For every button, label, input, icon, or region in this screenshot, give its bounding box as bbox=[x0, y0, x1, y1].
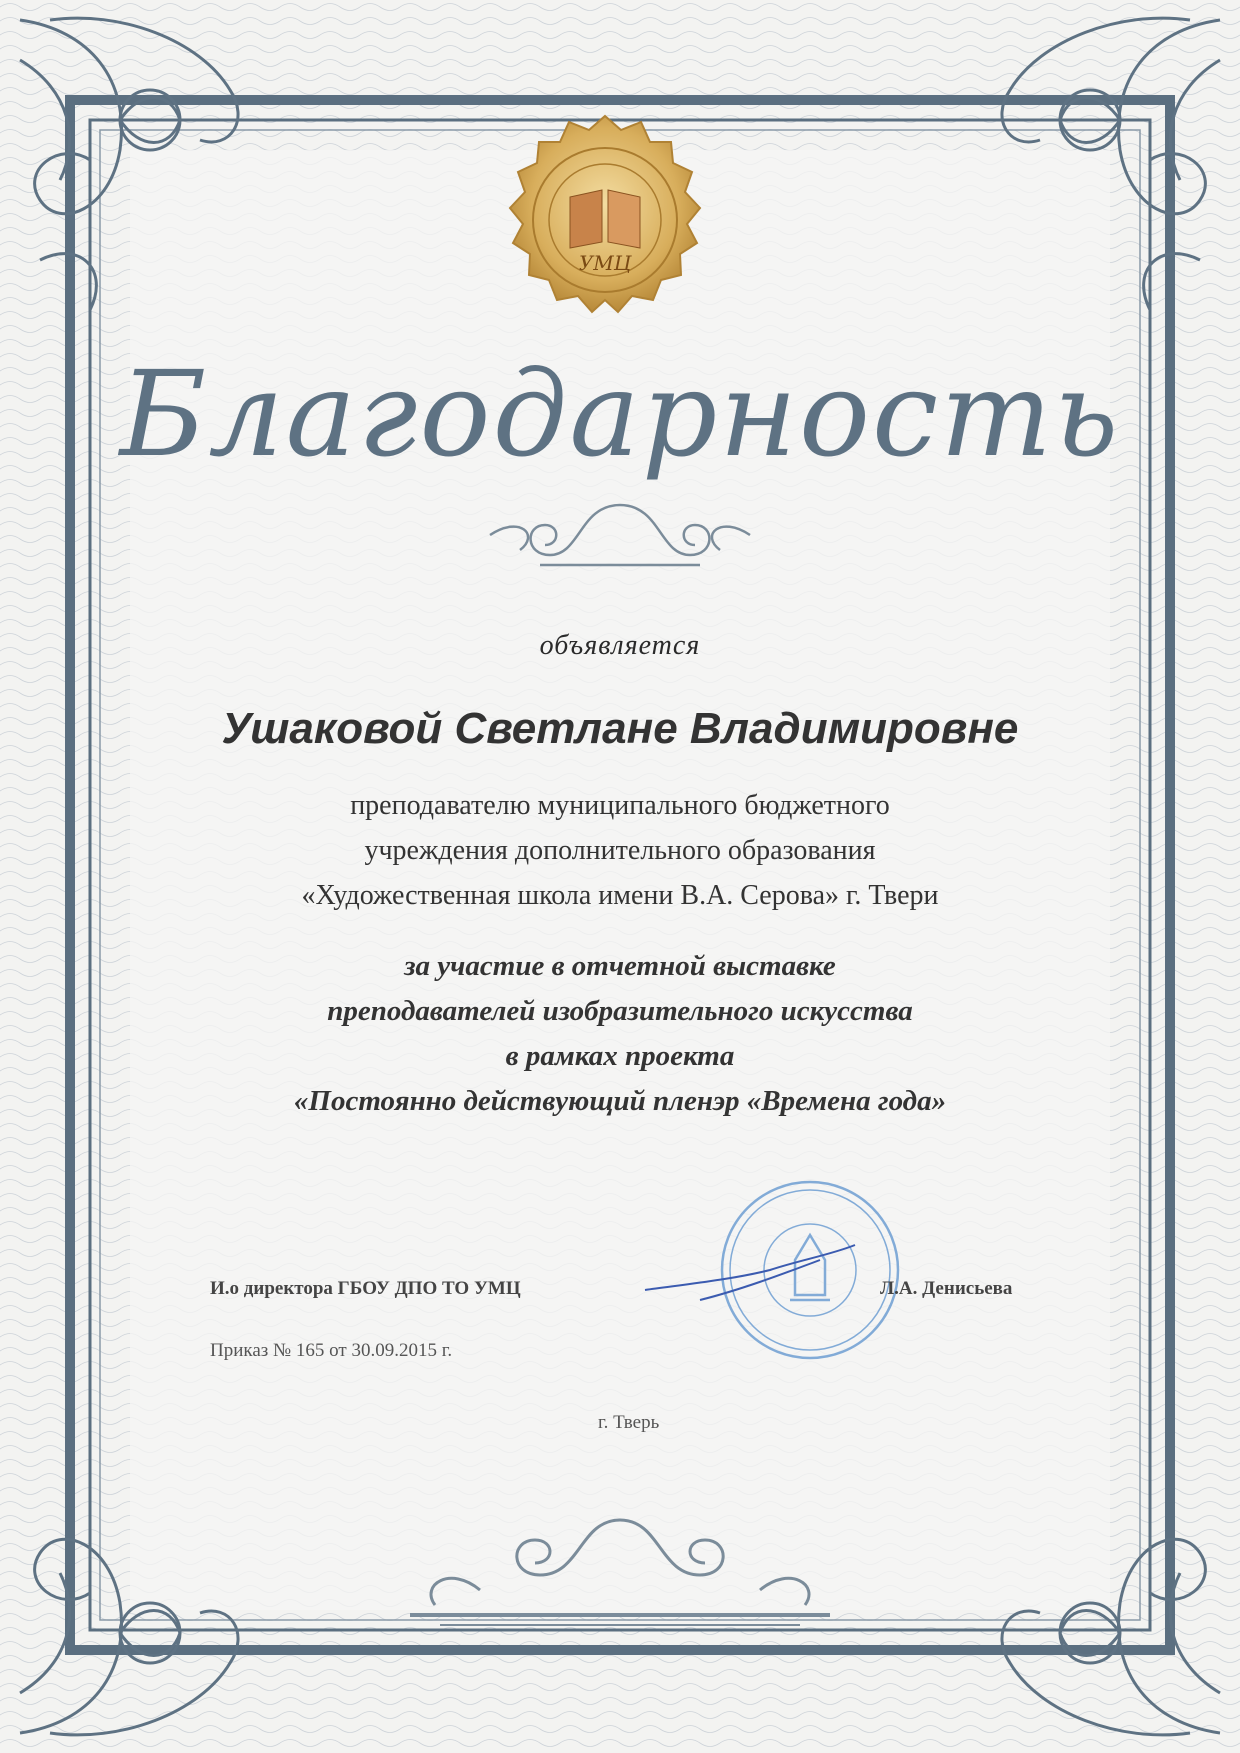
bottom-ornament bbox=[380, 1505, 860, 1635]
handwritten-signature bbox=[640, 1230, 880, 1320]
title-flourish-ornament bbox=[430, 495, 810, 585]
recipient-name: Ушаковой Светлане Владимировне bbox=[221, 704, 1019, 753]
ornament-corner-bottom-left bbox=[0, 1413, 300, 1753]
ornament-corner-top-left bbox=[0, 0, 300, 340]
ornament-corner-top-right bbox=[940, 0, 1240, 340]
gold-seal-logo bbox=[490, 112, 720, 342]
position-line-3: «Художественная школа имени В.А. Серова» г. Твери bbox=[301, 880, 939, 911]
reason-line-4: «Постоянно действующий пленэр «Времена года» bbox=[293, 1085, 947, 1117]
certificate-title: Благодарность bbox=[119, 345, 1121, 483]
signatory-role: И.о директора ГБОУ ДПО ТО УМЦ bbox=[210, 1278, 521, 1299]
position-line-1: преподавателю муниципального бюджетного bbox=[350, 790, 890, 821]
declared-text: объявляется bbox=[539, 630, 701, 661]
reason-line-1: за участие в отчетной выставке bbox=[404, 950, 836, 982]
seal-emblem-text: УМЦ bbox=[578, 251, 632, 275]
reason-line-2: преподавателей изобразительного искусства bbox=[327, 995, 913, 1027]
order-reference: Приказ № 165 от 30.09.2015 г. bbox=[210, 1340, 453, 1361]
position-line-2: учреждения дополнительного образования bbox=[364, 835, 876, 866]
city-label: г. Тверь bbox=[598, 1412, 660, 1433]
ornament-corner-bottom-right bbox=[940, 1413, 1240, 1753]
reason-line-3: в рамках проекта bbox=[505, 1040, 735, 1072]
signatory-name: Л.А. Денисьева bbox=[880, 1278, 1013, 1299]
